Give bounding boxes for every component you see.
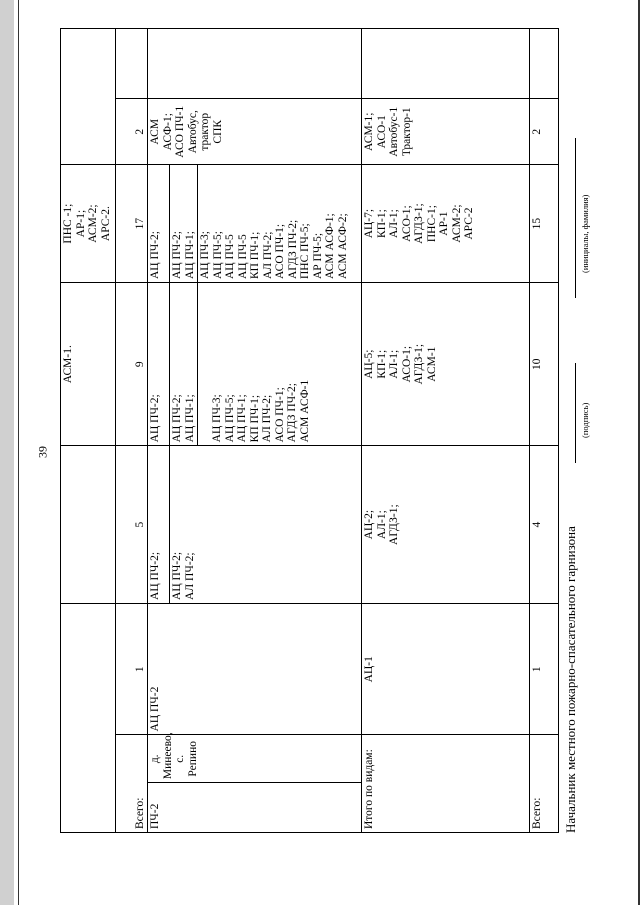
- signature-caption: (подпись): [580, 402, 590, 438]
- total2-label: Всего:: [530, 735, 559, 833]
- pch2-col5-rest: [170, 446, 362, 604]
- signature-title: Начальник местного пожарно-спасательного гарнизона: [563, 526, 578, 833]
- cell-line: АЛ-1;: [388, 209, 400, 239]
- cell-line: АСМ: [149, 118, 161, 145]
- cell-line: АЛ ПЧ-2;: [261, 231, 274, 280]
- cell-line: КП ПЧ-1;: [249, 231, 261, 280]
- top-strip-col9: [61, 283, 116, 446]
- itogo-row: [362, 29, 530, 833]
- cell-line: АЛ-1;: [388, 349, 400, 379]
- cell-line: АСО-1: [375, 115, 388, 149]
- signature-line: [575, 363, 576, 463]
- signature-block: [563, 28, 590, 833]
- itogo-col17: [362, 165, 530, 283]
- total2-col2: 2: [530, 99, 559, 165]
- cell-line: Трактор-1: [400, 107, 413, 157]
- cell-line: АСМ-1.: [62, 345, 74, 384]
- signature-rotated: [563, 28, 603, 833]
- cell-line: АЦ ПЧ-2;: [171, 394, 183, 443]
- cell-line: АЦ ПЧ-2;: [149, 394, 161, 443]
- cell-line: АРС-2: [463, 207, 475, 240]
- cell-line: АСМ АСФ-1;: [324, 213, 336, 280]
- total2-col9: 10: [530, 283, 559, 446]
- cell-line: СПК: [211, 119, 224, 144]
- total1-col5: 5: [116, 446, 148, 604]
- name-caption: (инициалы, фамилия): [580, 194, 590, 273]
- cell-line: АСО-1;: [400, 205, 413, 242]
- pch2-col9-low: [198, 283, 362, 446]
- itogo-col2: [362, 99, 530, 165]
- total2-col1: 1: [530, 603, 559, 735]
- cell-line: АР-1: [438, 211, 450, 236]
- total2-col5: 4: [530, 446, 559, 604]
- cell-line: АГДЗ-1;: [388, 504, 400, 545]
- cell-line: АЦ ПЧ-2;: [171, 231, 183, 280]
- cell-line: АСМ АСФ-2;: [336, 213, 349, 280]
- cell-line: АЦ-2;: [363, 509, 375, 540]
- pch2-col17-mid: [170, 165, 198, 283]
- cell-line: АЦ ПЧ-2;: [171, 551, 183, 600]
- cell-line: АСФ-1;: [161, 113, 174, 151]
- cell-line: Автобус,: [186, 110, 199, 154]
- top-strip-row: [61, 29, 116, 833]
- total1-label: Всего:: [116, 735, 148, 833]
- rotated-table-content: [60, 28, 552, 833]
- cell-line: АСМ-2;: [450, 204, 463, 243]
- total2-row: [530, 29, 559, 833]
- pch2-col1: [148, 603, 362, 735]
- cell-line: АГДЗ-1;: [413, 343, 425, 385]
- cell-line: АР ПЧ-5;: [311, 232, 324, 280]
- cell-line: АР-1;: [74, 209, 87, 238]
- cell-line: ПНС-1;: [425, 205, 438, 243]
- cell-line: АЦ ПЧ-5: [224, 234, 236, 280]
- cell-line: АЦ ПЧ-1;: [236, 394, 248, 443]
- cell-line: АЦ ПЧ-5;: [211, 231, 224, 280]
- cell-line: АЦ ПЧ-2: [149, 686, 161, 732]
- cell-line: АСО ПЧ-1;: [274, 223, 286, 280]
- pch2-col17-low: [198, 165, 362, 283]
- cell-line: АГДЗ ПЧ-2;: [286, 383, 298, 443]
- itogo-col9: [362, 283, 530, 446]
- scan-edge: [0, 0, 14, 905]
- cell-line: АСМ-2;: [87, 204, 99, 243]
- cell-line: ПНС ПЧ-5;: [299, 223, 311, 280]
- cell-line: КП-1;: [375, 209, 388, 238]
- pch2-col2: [148, 99, 362, 165]
- name-line: [575, 138, 576, 298]
- cell-line: АЦ ПЧ-3;: [199, 231, 211, 280]
- cell-line: АСМ-1: [425, 346, 438, 382]
- cell-line: АЦ ПЧ-5: [236, 234, 249, 280]
- cell-line: АСМ АСФ-1: [298, 379, 311, 443]
- cell-line: АГДЗ ПЧ-2;: [286, 219, 299, 280]
- cell-line: АЦ ПЧ-2;: [149, 231, 161, 280]
- pch2-col9-mid: [170, 283, 198, 446]
- cell-line: АРС-2.: [99, 206, 112, 242]
- cell-line: АЛ ПЧ-2;: [261, 394, 273, 443]
- equipment-table: [60, 28, 559, 833]
- cell-line: АГДЗ-1;: [413, 203, 425, 244]
- itogo-label: Итого по видам:: [362, 735, 530, 833]
- pch2-row-a: [148, 29, 170, 833]
- pch2-settlement: д. Минеево, с. Репино: [148, 735, 362, 783]
- cell-line: АЦ ПЧ-3;: [211, 394, 223, 443]
- total1-row: [116, 29, 148, 833]
- cell-line: КП-1;: [375, 349, 388, 379]
- cell-line: АЛ-1;: [375, 510, 388, 540]
- cell-line: АСМ-1;: [363, 112, 375, 151]
- total2-col17: 15: [530, 165, 559, 283]
- cell-line: АСО ПЧ-1: [174, 105, 186, 158]
- cell-line: АЦ ПЧ-1;: [183, 231, 196, 280]
- total1-col17: 17: [116, 165, 148, 283]
- rotated-table-frame: [60, 28, 552, 833]
- total1-col9: 9: [116, 283, 148, 446]
- pch2-col5-top: [148, 446, 170, 604]
- cell-line: АСО ПЧ-1;: [273, 387, 286, 443]
- itogo-col5: [362, 446, 530, 604]
- cell-line: АЛ ПЧ-2;: [183, 552, 196, 600]
- page-number: 39: [35, 446, 50, 458]
- pch2-label: ПЧ-2: [148, 783, 362, 833]
- total1-col1: 1: [116, 603, 148, 735]
- cell-line: АЦ ПЧ-1;: [183, 394, 196, 443]
- cell-line: АЦ-1: [363, 656, 375, 683]
- cell-line: АЦ ПЧ-2;: [149, 551, 161, 600]
- cell-line: Автобус-1: [388, 106, 400, 157]
- scan-edge-line: [18, 0, 19, 905]
- cell-line: трактор: [199, 112, 211, 151]
- cell-line: КП ПЧ-1;: [248, 394, 261, 443]
- pch2-col9-top: [148, 283, 170, 446]
- total1-col2: 2: [116, 99, 148, 165]
- cell-line: АЦ-7;: [363, 208, 375, 239]
- top-strip-col17: [61, 165, 116, 283]
- pch2-col17-top: [148, 165, 170, 283]
- cell-line: АЦ ПЧ-5;: [223, 394, 236, 443]
- itogo-col1: [362, 603, 530, 735]
- cell-line: ПНС -1;: [62, 203, 74, 244]
- cell-line: АСО-1;: [400, 345, 413, 383]
- cell-line: АЦ-5;: [363, 349, 375, 379]
